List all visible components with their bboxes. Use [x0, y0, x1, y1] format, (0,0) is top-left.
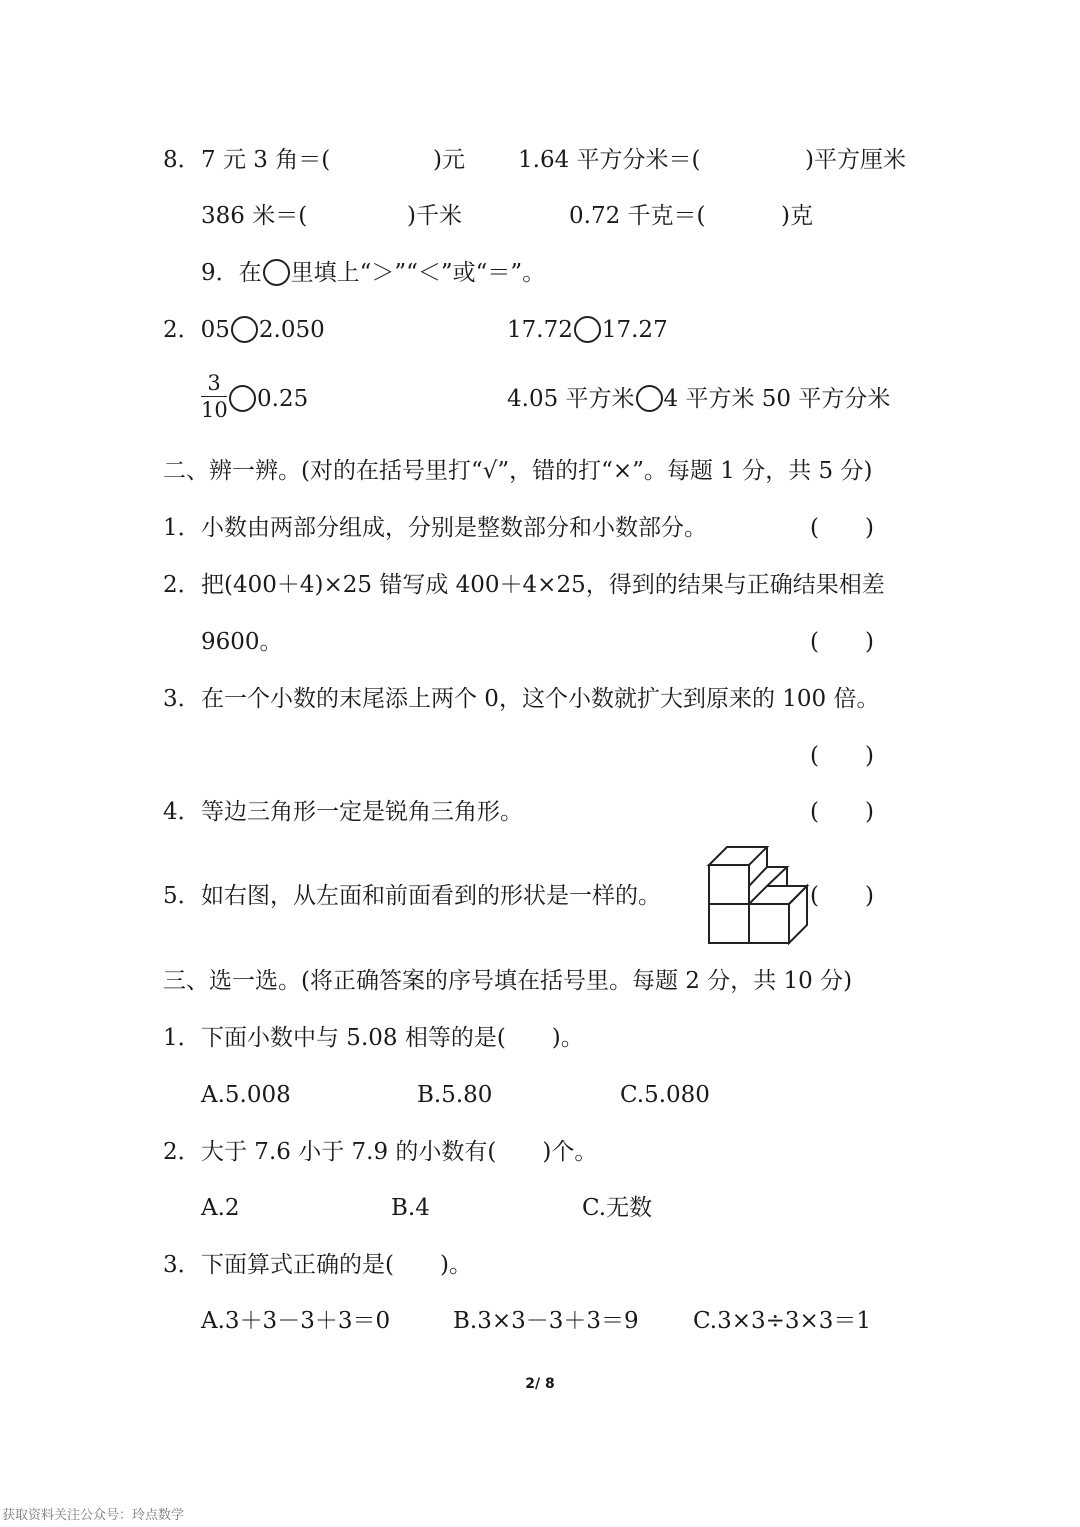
- q8-b-unit: )平方厘米: [805, 147, 906, 173]
- section3-heading: 三、选一选。(将正确答案的序号填在括号里。每题 2 分，共 10 分): [163, 968, 853, 994]
- option-c[interactable]: C.无数: [582, 1195, 653, 1221]
- q9-row1-b: [507, 315, 668, 345]
- s2-item4-number: 4．: [163, 799, 201, 825]
- q9-instruction: [201, 258, 545, 288]
- s3-item1-text: 下面小数中与 5.08 相等的是( )。: [201, 1025, 584, 1051]
- section2-heading: 二、辨一辨。(对的在括号里打“√”，错的打“×”。每题 1 分，共 5 分): [163, 458, 873, 484]
- s2-item1-number: 1．: [163, 515, 201, 541]
- compare-right: 4 平方米 50 平方分米: [663, 386, 891, 412]
- option-a[interactable]: A.2: [201, 1195, 240, 1221]
- page-number: 2/ 8: [525, 1376, 555, 1392]
- circle-blank-icon[interactable]: [574, 316, 601, 343]
- s2-item2-cont: 9600。: [201, 629, 283, 655]
- compare-left: 05: [200, 317, 230, 343]
- q9-number: 9．: [201, 260, 239, 286]
- cube-top: [709, 847, 767, 865]
- s2-item3-text: 在一个小数的末尾添上两个 0，这个小数就扩大到原来的 100 倍。: [201, 686, 880, 712]
- compare-right: 17.27: [601, 317, 668, 343]
- compare-left: 17.72: [507, 317, 573, 343]
- answer-bracket[interactable]: ( ): [810, 515, 874, 541]
- cube-edge: [767, 867, 787, 886]
- cube-face: [749, 904, 789, 943]
- s3-item1-number: 1．: [163, 1025, 201, 1051]
- answer-bracket[interactable]: ( ): [810, 629, 874, 655]
- option-a[interactable]: A.3＋3－3＋3＝0: [201, 1308, 391, 1334]
- answer-bracket[interactable]: ( ): [810, 883, 874, 909]
- cube-stack-figure: [705, 843, 815, 947]
- fraction-denominator: 10: [201, 398, 228, 422]
- q9-row1-number: 2．: [163, 317, 201, 343]
- option-b[interactable]: B.3×3－3＋3＝9: [453, 1308, 639, 1334]
- q9-row2-b: [507, 384, 890, 414]
- q8-a-text: 7 元 3 角＝(: [201, 147, 331, 173]
- s3-item2-number: 2．: [163, 1139, 201, 1165]
- s2-item3-number: 3．: [163, 686, 201, 712]
- circle-blank-icon[interactable]: [229, 385, 256, 412]
- answer-bracket[interactable]: ( ): [810, 799, 874, 825]
- compare-right: 2.050: [258, 317, 325, 343]
- s2-item5-number: 5．: [163, 883, 201, 909]
- option-c[interactable]: C.3×3÷3×3＝1: [693, 1308, 872, 1334]
- cube-face: [709, 904, 749, 943]
- circle-blank-icon[interactable]: [636, 385, 663, 412]
- s2-item2-number: 2．: [163, 572, 201, 598]
- fraction: [201, 371, 227, 422]
- circle-blank-icon: [263, 259, 290, 286]
- cube-face: [709, 865, 749, 904]
- option-a[interactable]: A.5.008: [201, 1082, 291, 1108]
- s3-item2-text: 大于 7.6 小于 7.9 的小数有( )个。: [201, 1139, 598, 1165]
- q8-c-unit: )千米: [407, 203, 462, 229]
- answer-bracket[interactable]: ( ): [810, 743, 874, 769]
- q9-text-post: 里填上“＞”“＜”或“＝”。: [290, 260, 546, 286]
- q8-b-text: 1.64 平方分米＝(: [518, 147, 701, 173]
- s2-item5-text: 如右图，从左面和前面看到的形状是一样的。: [201, 883, 661, 909]
- q8-number: 8．: [163, 147, 201, 173]
- cube-edge: [749, 867, 767, 904]
- compare-left: 4.05 平方米: [507, 386, 635, 412]
- fraction-bar: [201, 396, 227, 397]
- circle-blank-icon[interactable]: [231, 316, 258, 343]
- option-b[interactable]: B.5.80: [417, 1082, 493, 1108]
- q9-row1-a: [163, 315, 325, 345]
- s2-item1-text: 小数由两部分组成，分别是整数部分和小数部分。: [201, 515, 707, 541]
- q8-a-unit: )元: [433, 147, 465, 173]
- q8-c-text: 386 米＝(: [201, 203, 308, 229]
- s3-item3-number: 3．: [163, 1252, 201, 1278]
- option-c[interactable]: C.5.080: [620, 1082, 710, 1108]
- q8-d-text: 0.72 千克＝(: [569, 203, 706, 229]
- s2-item2-text: 把(400＋4)×25 错写成 400＋4×25，得到的结果与正确结果相差: [201, 572, 885, 598]
- s2-item4-text: 等边三角形一定是锐角三角形。: [201, 799, 523, 825]
- watermark: 获取资料关注公众号：玲点数学: [2, 1508, 185, 1523]
- q8-d-unit: )克: [781, 203, 813, 229]
- cube-side: [789, 886, 807, 943]
- q9-text-pre: 在: [238, 260, 262, 286]
- fraction-numerator: 3: [207, 371, 221, 395]
- compare-right: 0.25: [257, 386, 309, 412]
- q9-row2-a: [228, 384, 308, 414]
- s3-item3-text: 下面算式正确的是( )。: [201, 1252, 472, 1278]
- option-b[interactable]: B.4: [391, 1195, 430, 1221]
